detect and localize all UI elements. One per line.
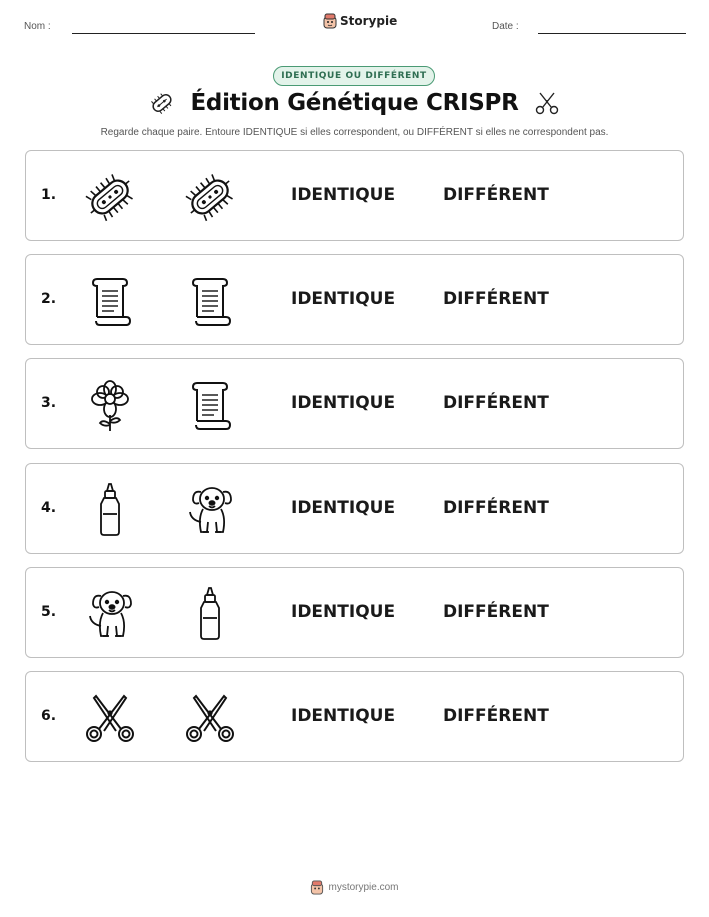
- row-number: 6.: [41, 708, 57, 724]
- row-number: 4.: [41, 500, 57, 516]
- row-number: 2.: [41, 291, 57, 307]
- row-number: 5.: [41, 604, 57, 620]
- exercise-row: [25, 567, 684, 658]
- bacteria-icon: [182, 169, 238, 225]
- name-label: Nom :: [24, 21, 51, 32]
- identical-option[interactable]: IDENTIQUE: [291, 602, 396, 622]
- scroll-icon: [82, 273, 138, 329]
- date-label: Date :: [492, 21, 519, 32]
- name-line[interactable]: [72, 33, 255, 34]
- brand-name: Storypie: [340, 14, 398, 28]
- scroll-icon: [182, 273, 238, 329]
- storypie-mascot-icon: [323, 13, 337, 29]
- date-line[interactable]: [538, 33, 686, 34]
- different-option[interactable]: DIFFÉRENT: [443, 289, 549, 309]
- scissors-icon: [82, 690, 138, 746]
- identical-option[interactable]: IDENTIQUE: [291, 393, 396, 413]
- storypie-mascot-icon: [310, 880, 324, 895]
- bacteria-icon: [82, 169, 138, 225]
- title-row: [0, 90, 709, 116]
- exercise-row: [25, 671, 684, 762]
- different-option[interactable]: DIFFÉRENT: [443, 393, 549, 413]
- scroll-icon: [182, 377, 238, 433]
- different-option[interactable]: DIFFÉRENT: [443, 706, 549, 726]
- row-number: 1.: [41, 187, 57, 203]
- different-option[interactable]: DIFFÉRENT: [443, 498, 549, 518]
- scissors-icon: [182, 690, 238, 746]
- brand-logo: [323, 13, 397, 29]
- instructions: Regarde chaque paire. Entoure IDENTIQUE si elles correspondent, ou DIFFÉRENT si elles ne correspondent pas.: [100, 127, 609, 138]
- exercise-row: [25, 358, 684, 449]
- bacteria-icon: [149, 90, 175, 116]
- footer: [0, 880, 709, 895]
- scissors-icon: [534, 90, 560, 116]
- exercise-row: [25, 463, 684, 554]
- exercise-row: [25, 150, 684, 241]
- exercise-row: [25, 254, 684, 345]
- footer-url[interactable]: mystorypie.com: [328, 882, 399, 893]
- glue-bottle-icon: [82, 482, 138, 538]
- different-option[interactable]: DIFFÉRENT: [443, 602, 549, 622]
- page-title: Édition Génétique CRISPR: [190, 90, 519, 116]
- glue-bottle-icon: [182, 586, 238, 642]
- identical-option[interactable]: IDENTIQUE: [291, 185, 396, 205]
- different-option[interactable]: DIFFÉRENT: [443, 185, 549, 205]
- puppy-icon: [82, 586, 138, 642]
- identical-option[interactable]: IDENTIQUE: [291, 498, 396, 518]
- identical-option[interactable]: IDENTIQUE: [291, 706, 396, 726]
- flower-icon: [82, 377, 138, 433]
- mode-badge: IDENTIQUE OU DIFFÉRENT: [273, 66, 435, 86]
- identical-option[interactable]: IDENTIQUE: [291, 289, 396, 309]
- puppy-icon: [182, 482, 238, 538]
- row-number: 3.: [41, 395, 57, 411]
